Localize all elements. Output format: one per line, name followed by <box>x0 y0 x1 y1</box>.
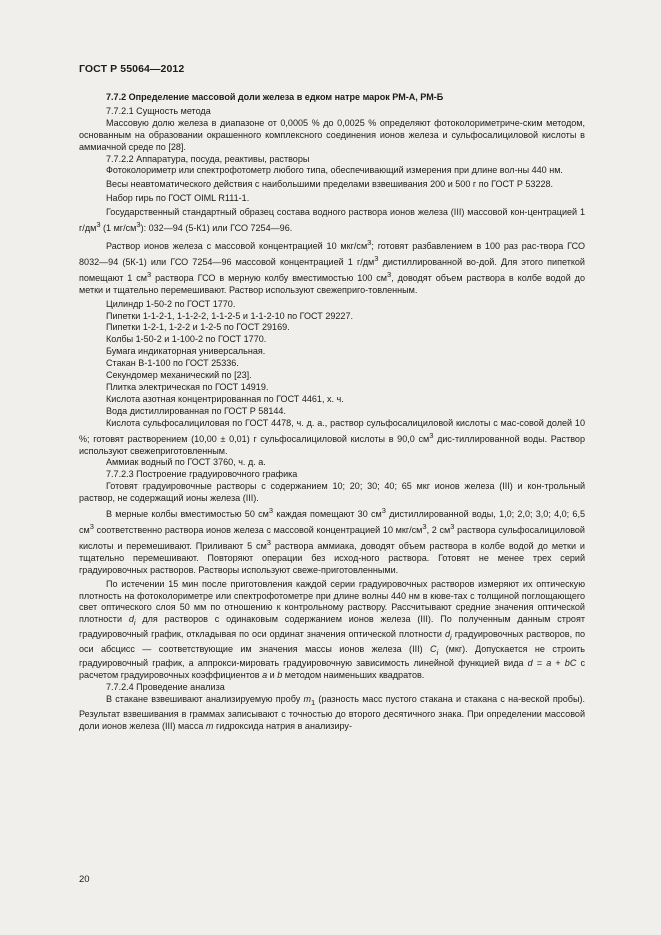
paragraph: Государственный стандартный образец состава водного раствора ионов железа (III) массовой кон-центрацией 1 $г/дм^3$ (1 $мг/см^3$): 032—94 (5-К1) или ГСО 7254—96. <box>79 207 585 234</box>
paragraph: Плитка электрическая по ГОСТ 14919. <box>106 382 269 392</box>
paragraph: Весы неавтоматического действия с наибольшими пределами взвешивания 200 и 500 г по ГОСТ Р 53228. <box>106 179 554 190</box>
paragraph: 7.7.2.1 Сущность метода <box>106 105 211 116</box>
paragraph: 7.7.2.2 Аппаратура, посуда, реактивы, растворы <box>106 153 310 164</box>
paragraph: В мерные колбы вместимостью 50 $см^3$ каждая помещают 30 $см^3$ дистиллированной воды, 1,0; 2,0; 3,0; 4,0; 6,5 $см^3$ соответственно раствора ионов железа с массовой концентрацией 10 мкг/$см^3$, 2 $см^3$ раствора сульфосалициловой кислоты и перемешивают. Приливают 5 $см^3$ раствора аммиака, доводят объем раствора в колбе водой до метки и тщательно перемешивают. Повторяют операции без исход-ного раствора. Готовят не менее трех серий градуировочных растворов. Растворы используют свеже-приготовленными. <box>79 506 586 575</box>
document-body <box>79 92 585 733</box>
paragraph: Фотоколориметр или спектрофотометр любого типа, обеспечивающий измерения при длине вол-ны 440 нм. <box>106 165 563 176</box>
paragraph: 7.7.2.4 Проведение анализа <box>106 682 225 693</box>
page-number: 20 <box>79 874 90 885</box>
paragraph: Цилиндр 1-50-2 по ГОСТ 1770. <box>106 298 236 309</box>
paragraph: Массовую долю железа в диапазоне от 0,0005 % до 0,0025 % определяют фотоколориметриче-ским методом, основанным на образовании окрашенного комплексного соединения ионов железа и сульфосалициловой кислоты в аммиачной среде по [28]. <box>79 117 585 152</box>
paragraph: Набор гирь по ГОСТ OIML R111-1. <box>106 193 250 204</box>
paragraph: Вода дистиллированная по ГОСТ Р 58144. <box>106 405 286 416</box>
paragraph: Пипетки 1-1-2-1, 1-1-2-2, 1-1-2-5 и 1-1-2-10 по ГОСТ 29227. <box>106 310 354 321</box>
paragraph: Колбы 1-50-2 и 1-100-2 по ГОСТ 1770. <box>106 334 267 345</box>
document-header: ГОСТ Р 55064—2012 <box>79 63 185 75</box>
paragraph: В стакане взвешивают анализируемую пробу $m_1$ (разность масс пустого стакана и стакана с на-веской пробы). Результат взвешивания в граммах записывают с точностью до второго десятичного знака. При определении массовой доли ионов железа (III) масса m гидроксида натрия в анализиру- <box>79 694 585 731</box>
paragraph: Пипетки 1-2-1, 1-2-2 и 1-2-5 по ГОСТ 29169. <box>106 322 290 333</box>
paragraph: 7.7.2.3 Построение градуировочного графика <box>106 469 298 480</box>
paragraph: Бумага индикаторная универсальная. <box>106 346 266 357</box>
paragraph: Кислота сульфосалициловая по ГОСТ 4478, ч. д. а., раствор сульфосалициловой кислоты с мас-совой долей 10 %; готовят растворением (10,00 ± 0,01) г сульфосалициловой кислоты в 90,0 $см^3$ дис-тиллированной воды. Раствор используют свежеприготовленным. <box>79 417 585 456</box>
paragraph: Готовят градуировочные растворы с содержанием 10; 20; 30; 40; 65 мкг ионов железа (III) и кон-трольный раствор, не содержащий ионы железа (III). <box>79 481 585 504</box>
paragraph: По истечении 15 мин после приготовления каждой серии градуировочных растворов измеряют их оптическую плотность на фотоколориметре или спектрофотометре при длине волны 440 нм в кюве-тах с толщиной поглощающего свет оптического слоя 50 мм по отношению к контрольному раствору. Рассчитывают средние значения оптической плотности $d_i$ для растворов с одинаковым содержанием ионов железа (III). По полученным данным строят градуировочный график, откладывая по оси ординат значения оптической плотности $d_i$ градуировочных растворов, по оси абсцисс — соответствующие им значения массы ионов железа (III) $C_i$ (мкг). Допускается не строить градуировочный график, а аппрокси-мировать градуировочную зависимость линейной функцией вида d = a + bC с расчетом градуировочных коэффициентов a и b методом наименьших квадратов. <box>79 578 585 681</box>
section-heading: 7.7.2 Определение массовой доли железа в едком натре марок РМ-А, РМ-Б <box>106 92 444 102</box>
paragraph: Кислота азотная концентрированная по ГОСТ 4461, х. ч. <box>106 393 344 404</box>
paragraph: Раствор ионов железа с массовой концентрацией 10 мкг/$см^3$; готовят разбавлением в 100 раз рас-твора ГСО 8032—94 (5К-1) или ГСО 7254—96 массовой концентрацией 1 $г/дм^3$ дистиллированной во-дой. Для этого пипеткой помещают 1 $см^3$ раствора ГСО в мерную колбу вместимостью 100 $см^3$, доводят объем раствора в колбе водой до метки и тщательно перемешивают. Раствор используют свежеприго-товленным. <box>79 237 585 295</box>
paragraph: Стакан В-1-100 по ГОСТ 25336. <box>106 358 239 369</box>
paragraph: Секундомер механический по [23]. <box>106 370 252 381</box>
paragraph: Аммиак водный по ГОСТ 3760, ч. д. а. <box>106 457 266 468</box>
